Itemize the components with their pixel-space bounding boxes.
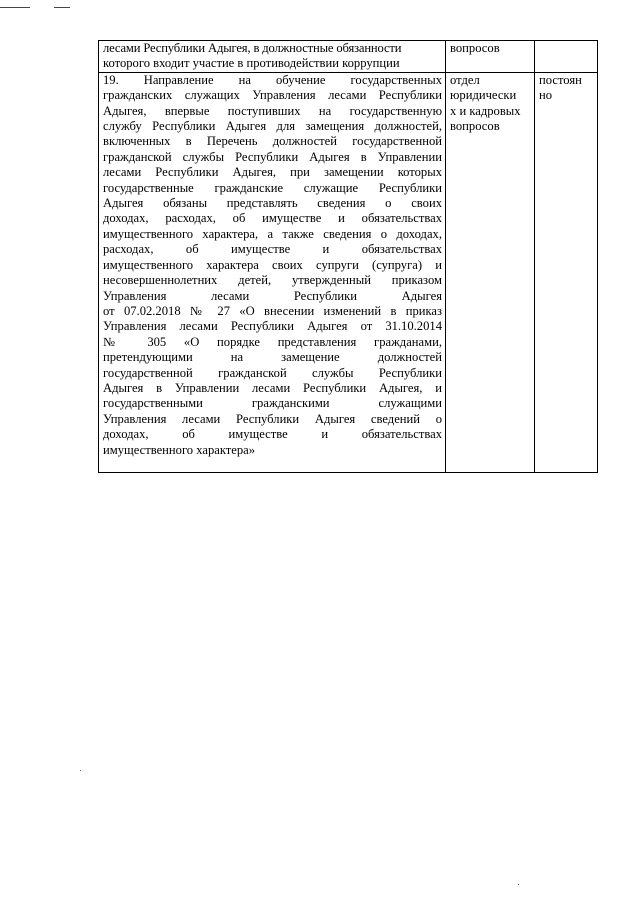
measure-text-line: имущественного характера» (103, 442, 256, 457)
measure-text-line: Управления лесами Республики Адыгея сведений о (103, 411, 442, 426)
measure-text-line: от 07.02.2018 № 27 «О внесении изменений в приказ (103, 303, 442, 318)
measures-table (98, 40, 598, 473)
measure-text-line: доходах, расходах, об имуществе и обязательствах (103, 211, 442, 226)
term-line: постоян (539, 72, 582, 87)
measure-text-line: Адыгея в Управлении лесами Республики Адыгея, и (103, 380, 442, 395)
measure-text-line: претендующими на замещение должностей (103, 350, 442, 365)
measure-text-line: № 305 «О порядке представления гражданами, (103, 334, 442, 349)
executor-line: отдел (450, 72, 480, 87)
table-row (99, 41, 598, 73)
measure-text-line: государственными гражданскими служащими (103, 396, 442, 411)
table-row (99, 72, 598, 472)
measure-text-line: 19. Направление на обучение государственных (103, 72, 442, 87)
measure-text-line: Управления лесами Республики Адыгея (103, 288, 442, 303)
measure-text-line: Управления лесами Республики Адыгея от 31.10.2014 (103, 319, 442, 334)
measure-text-line: лесами Республики Адыгея, при замещении которых (103, 165, 442, 180)
term-line: но (539, 88, 553, 103)
scan-speck (518, 884, 519, 885)
executor-line: вопросов (450, 41, 500, 55)
measure-text-line: доходах, об имуществе и обязательствах (103, 427, 442, 442)
executor-cell (446, 41, 535, 73)
executor-line: х и кадровых (450, 103, 521, 118)
measure-text-cell (99, 41, 446, 73)
scan-artifact-line (54, 7, 70, 8)
measure-text-line: гражданской службы Республики Адыгея в Управлении (103, 149, 442, 164)
measure-text-line: включенных в Перечень должностей государственной (103, 134, 442, 149)
measure-text-line: службу Республики Адыгея для замещения должностей, (103, 119, 442, 134)
measure-text-cell (99, 72, 446, 472)
measure-text-line: Адыгея обязаны представлять сведения о своих (103, 196, 442, 211)
term-cell (535, 41, 598, 73)
measure-text-line: расходах, об имуществе и обязательствах (103, 242, 442, 257)
scan-speck (80, 770, 81, 771)
measure-text-line: гражданских служащих Управления лесами Республики (103, 88, 442, 103)
measure-text-line: государственной гражданской службы Республики (103, 365, 442, 380)
measure-text-line: которого входит участие в противодействии коррупции (103, 56, 400, 71)
measure-text-line: лесами Республики Адыгея, в должностные обязанности (103, 41, 402, 55)
executor-line: юридически (450, 88, 517, 103)
term-cell (535, 72, 598, 472)
scan-artifact-line (0, 7, 30, 8)
measure-text-line: государственные гражданские служащие Республики (103, 180, 442, 195)
executor-line: вопросов (450, 119, 500, 134)
executor-cell (446, 72, 535, 472)
measure-text-line: несовершеннолетних детей, утвержденный приказом (103, 273, 442, 288)
measure-text-line: имущественного характера, а также сведения о доходах, (103, 226, 442, 241)
measure-text-line: имущественного характера своих супруги (супруга) и (103, 257, 442, 272)
measure-text-line: Адыгея, впервые поступивших на государственную (103, 103, 442, 118)
